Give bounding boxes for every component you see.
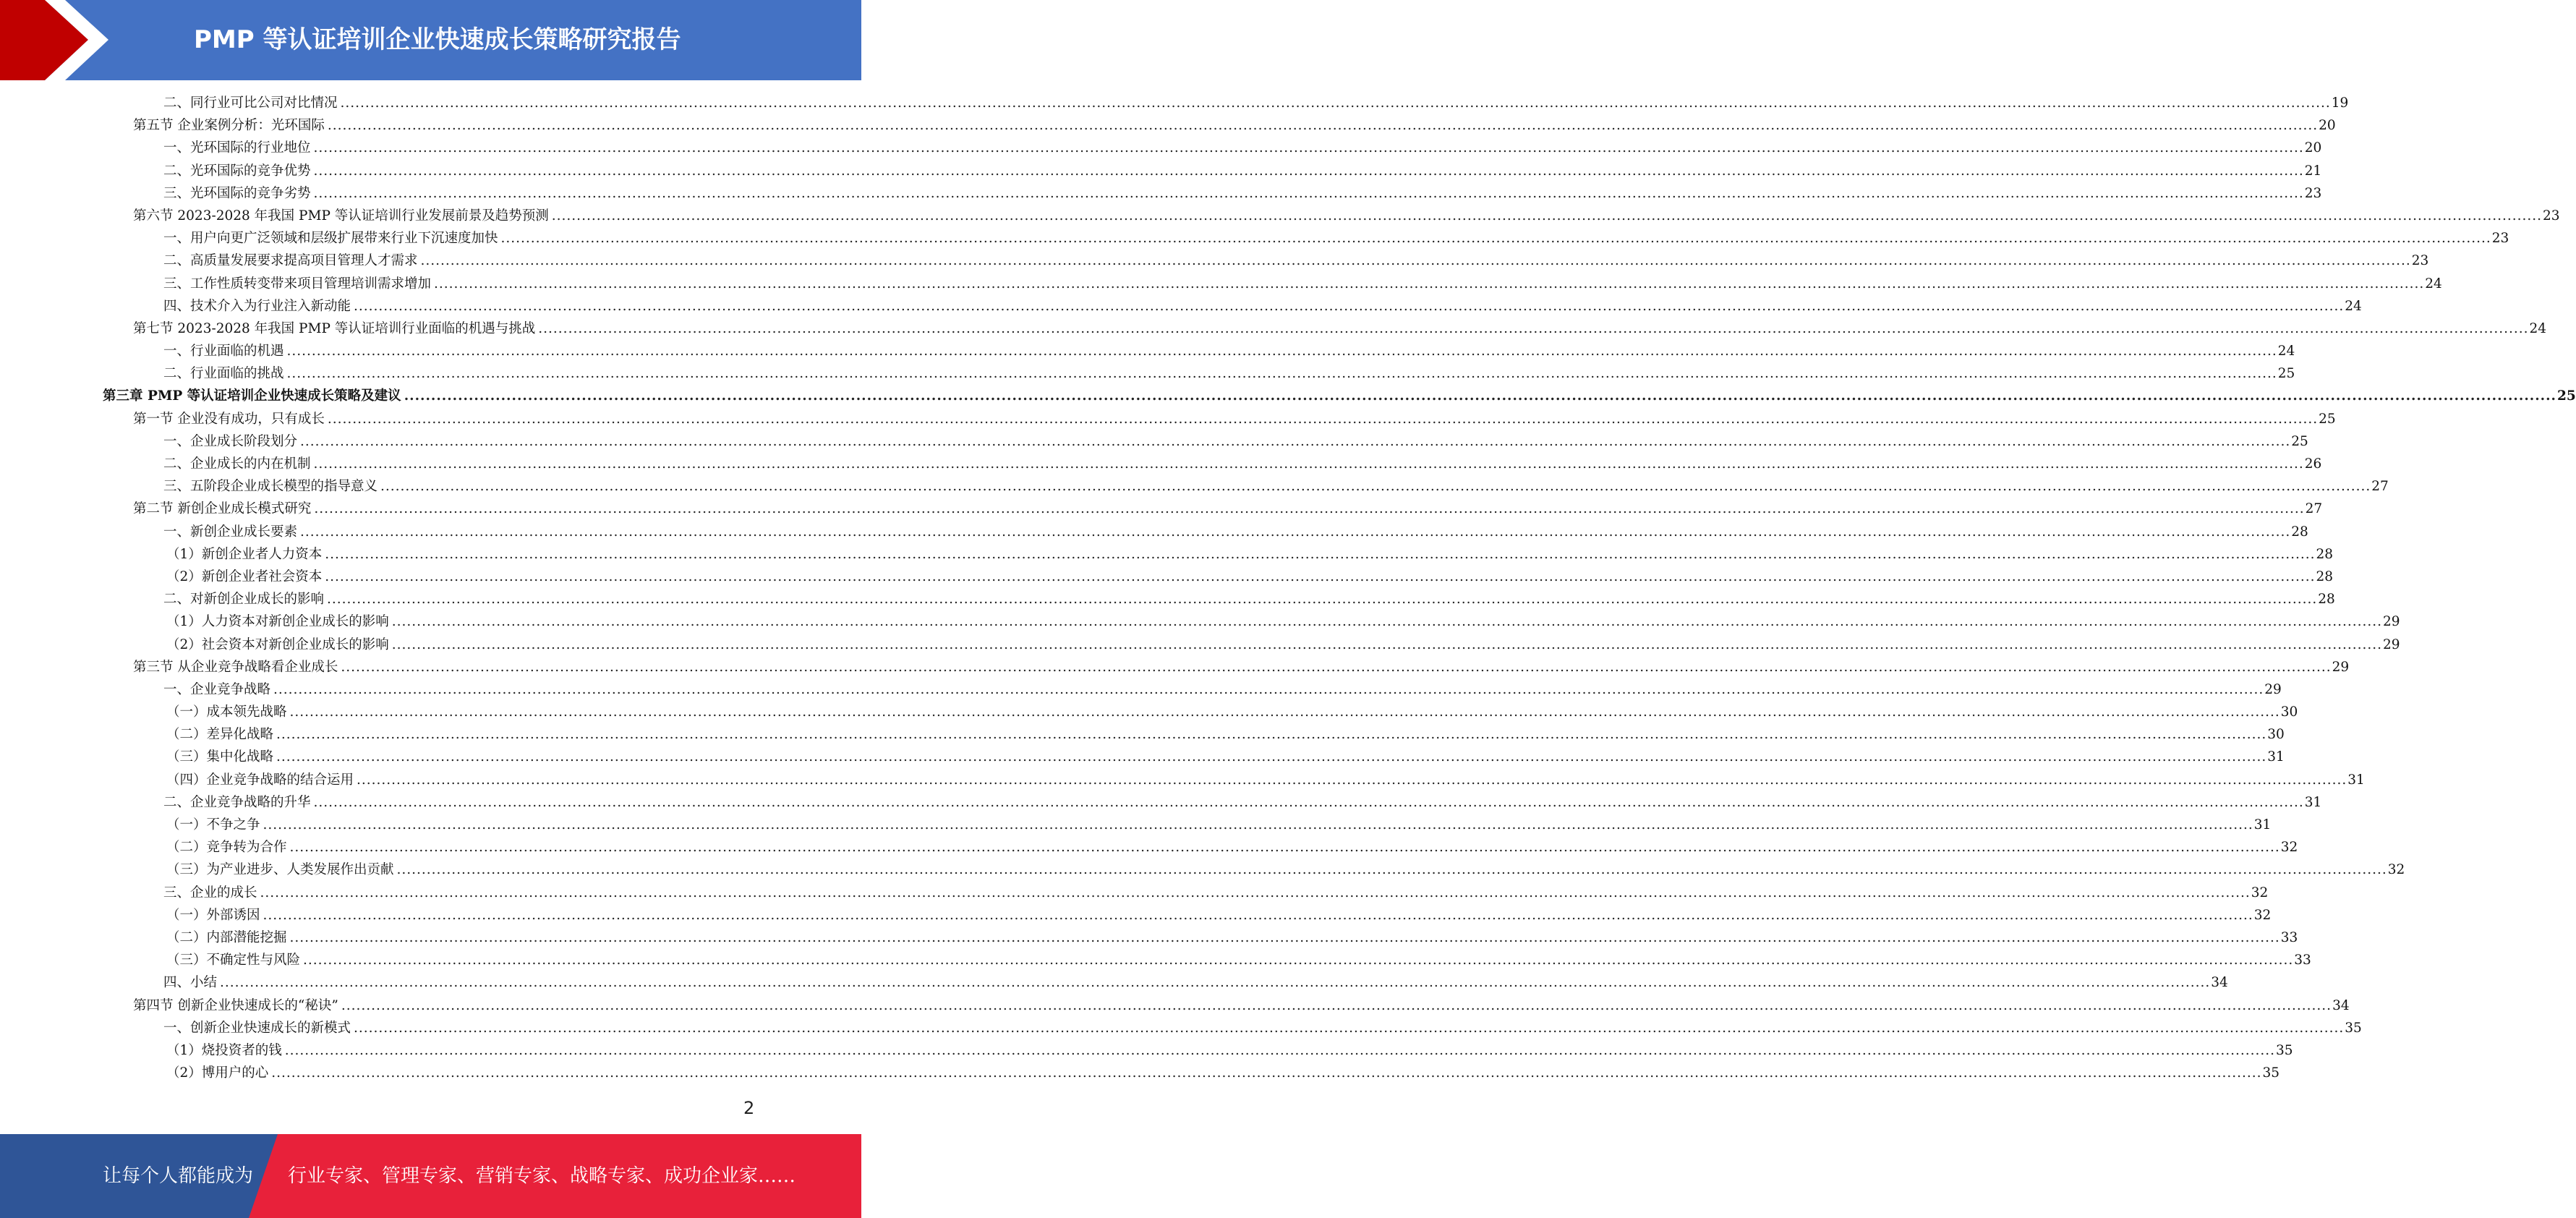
toc-entry[interactable] — [103, 273, 2442, 295]
toc-leader-dots: ................................................................................................................................................................................................................................................................................................................................................................................................................ — [391, 636, 2383, 652]
toc-leader-dots: ................................................................................................................................................................................................................................................................................................................................................................................................................ — [500, 231, 2491, 247]
toc-entry[interactable] — [103, 295, 2362, 318]
toc-entry[interactable] — [103, 1062, 2280, 1084]
toc-entry[interactable] — [103, 678, 2282, 701]
toc-entry-page: 33 — [2294, 953, 2311, 968]
toc-entry-title: 一、企业成长阶段划分 — [163, 433, 298, 449]
toc-entry-title: （一）外部诱因 — [166, 907, 260, 923]
toc-entry-title: 第三节 从企业竞争战略看企业成长 — [133, 659, 338, 675]
toc-leader-dots: ................................................................................................................................................................................................................................................................................................................................................................................................................ — [396, 862, 2387, 878]
toc-leader-dots: ................................................................................................................................................................................................................................................................................................................................................................................................................ — [325, 546, 2316, 562]
toc-entry-title: 三、企业的成长 — [163, 885, 257, 900]
toc-entry[interactable] — [103, 882, 2269, 904]
toc-entry-page: 23 — [2304, 185, 2322, 201]
toc-entry-page: 32 — [2280, 840, 2298, 856]
toc-leader-dots: ................................................................................................................................................................................................................................................................................................................................................................................................................ — [340, 95, 2331, 111]
toc-entry-page: 25 — [2291, 433, 2308, 449]
toc-entry-page: 33 — [2280, 929, 2298, 945]
toc-entry-page: 30 — [2280, 704, 2298, 720]
toc-entry-title: （三）为产业进步、人类发展作出贡献 — [166, 862, 394, 878]
toc-entry-page: 25 — [2319, 411, 2336, 427]
toc-entry-title: 一、光环国际的行业地位 — [163, 140, 311, 156]
toc-entry-title: 一、行业面临的机遇 — [163, 344, 284, 359]
footer-slogan-right: 行业专家、管理专家、营销专家、战略专家、成功企业家…… — [288, 1165, 796, 1187]
toc-entry-page: 31 — [2347, 772, 2365, 788]
toc-entry-page: 23 — [2411, 253, 2429, 269]
toc-entry[interactable] — [103, 430, 2308, 453]
toc-entry-page: 20 — [2304, 140, 2322, 156]
toc-entry-page: 32 — [2251, 885, 2269, 900]
toc-entry[interactable] — [103, 746, 2285, 768]
toc-entry-page: 21 — [2304, 163, 2322, 179]
toc-leader-dots: ................................................................................................................................................................................................................................................................................................................................................................................................................ — [276, 749, 2267, 765]
toc-entry-title: 三、工作性质转变带来项目管理培训需求增加 — [163, 276, 432, 291]
toc-leader-dots: ................................................................................................................................................................................................................................................................................................................................................................................................................ — [286, 366, 2277, 382]
toc-entry-page: 27 — [2305, 501, 2323, 517]
toc-entry[interactable] — [103, 340, 2295, 362]
toc-entry[interactable] — [103, 995, 2350, 1017]
toc-entry-title: （四）企业竞争战略的结合运用 — [166, 772, 354, 788]
toc-entry-title: （一）成本领先战略 — [166, 704, 287, 720]
toc-entry-title: 第二节 新创企业成长模式研究 — [133, 501, 312, 517]
toc-entry-page: 24 — [2345, 298, 2362, 314]
toc-entry-page: 29 — [2383, 614, 2400, 630]
toc-entry-title: 三、光环国际的竞争劣势 — [163, 185, 311, 201]
toc-entry-title: （二）差异化战略 — [166, 727, 274, 743]
toc-entry-page: 28 — [2318, 592, 2335, 608]
toc-entry[interactable] — [103, 137, 2322, 159]
toc-leader-dots: ................................................................................................................................................................................................................................................................................................................................................................................................................ — [260, 885, 2251, 900]
toc-entry-page: 35 — [2262, 1065, 2280, 1081]
toc-entry-page: 34 — [2211, 975, 2228, 991]
toc-entry[interactable] — [103, 160, 2322, 182]
toc-entry-title: 二、行业面临的挑战 — [163, 366, 284, 382]
toc-entry[interactable] — [103, 1039, 2293, 1062]
toc-entry-title: 三、五阶段企业成长模型的指导意义 — [163, 479, 378, 495]
toc-leader-dots: ................................................................................................................................................................................................................................................................................................................................................................................................................ — [327, 118, 2319, 134]
toc-entry-page: 28 — [2291, 524, 2308, 540]
toc-leader-dots: ................................................................................................................................................................................................................................................................................................................................................................................................................ — [263, 907, 2253, 923]
toc-entry-page: 32 — [2387, 862, 2405, 878]
toc-entry-page: 31 — [2304, 794, 2322, 810]
toc-entry[interactable] — [103, 904, 2272, 927]
toc-entry-title: 二、企业竞争战略的升华 — [163, 794, 311, 810]
toc-entry[interactable] — [103, 362, 2295, 385]
toc-entry-page: 35 — [2276, 1042, 2293, 1058]
toc-leader-dots: ................................................................................................................................................................................................................................................................................................................................................................................................................ — [300, 433, 2291, 449]
toc-leader-dots: ................................................................................................................................................................................................................................................................................................................................................................................................................ — [551, 208, 2543, 223]
toc-entry-title: 二、光环国际的竞争优势 — [163, 163, 311, 179]
toc-entry-page: 30 — [2267, 727, 2285, 743]
toc-leader-dots: ................................................................................................................................................................................................................................................................................................................................................................................................................ — [538, 320, 2529, 336]
toc-leader-dots: ................................................................................................................................................................................................................................................................................................................................................................................................................ — [313, 185, 2304, 201]
page-header — [0, 0, 861, 80]
toc-leader-dots: ................................................................................................................................................................................................................................................................................................................................................................................................................ — [289, 929, 2280, 945]
toc-entry-title: 第七节 2023-2028 年我国 PMP 等认证培训行业面临的机遇与挑战 — [133, 320, 536, 336]
toc-leader-dots: ................................................................................................................................................................................................................................................................................................................................................................................................................ — [220, 975, 2211, 991]
toc-entry[interactable] — [103, 1017, 2362, 1039]
toc-entry-page: 20 — [2319, 118, 2336, 134]
header-arrow-decoration — [0, 0, 116, 80]
toc-leader-dots: ................................................................................................................................................................................................................................................................................................................................................................................................................ — [341, 997, 2332, 1013]
toc-entry-page: 26 — [2304, 456, 2322, 472]
toc-leader-dots: ................................................................................................................................................................................................................................................................................................................................................................................................................ — [404, 388, 2556, 404]
toc-leader-dots: ................................................................................................................................................................................................................................................................................................................................................................................................................ — [271, 1065, 2262, 1081]
toc-entry[interactable] — [103, 588, 2335, 610]
toc-entry-title: 二、对新创企业成长的影响 — [163, 592, 325, 608]
toc-entry[interactable] — [103, 634, 2400, 656]
toc-entry-title: 二、同行业可比公司对比情况 — [163, 95, 338, 111]
toc-leader-dots: ................................................................................................................................................................................................................................................................................................................................................................................................................ — [341, 659, 2332, 675]
toc-entry-page: 34 — [2332, 997, 2350, 1013]
toc-entry[interactable] — [103, 814, 2272, 836]
toc-entry-page: 35 — [2345, 1020, 2362, 1036]
toc-entry-title: 第四节 创新企业快速成长的“秘诀” — [133, 997, 338, 1013]
toc-entry[interactable] — [103, 250, 2429, 272]
toc-entry[interactable] — [103, 723, 2285, 746]
toc-entry[interactable] — [103, 182, 2322, 205]
toc-entry-title: 第五节 企业案例分析：光环国际 — [133, 118, 325, 134]
toc-leader-dots: ................................................................................................................................................................................................................................................................................................................................................................................................................ — [354, 1020, 2345, 1036]
toc-leader-dots: ................................................................................................................................................................................................................................................................................................................................................................................................................ — [327, 592, 2318, 608]
toc-entry[interactable] — [103, 408, 2336, 430]
toc-entry[interactable] — [103, 475, 2389, 498]
toc-entry[interactable] — [103, 318, 2547, 340]
toc-leader-dots: ................................................................................................................................................................................................................................................................................................................................................................................................................ — [284, 1042, 2276, 1058]
toc-entry-page: 24 — [2529, 320, 2547, 336]
toc-entry-title: （1）人力资本对新创企业成长的影响 — [166, 614, 389, 630]
toc-leader-dots: ................................................................................................................................................................................................................................................................................................................................................................................................................ — [420, 253, 2411, 269]
toc-entry[interactable] — [103, 836, 2298, 859]
toc-entry[interactable] — [103, 453, 2322, 475]
toc-leader-dots: ................................................................................................................................................................................................................................................................................................................................................................................................................ — [313, 140, 2304, 156]
toc-entry-title: （三）集中化战略 — [166, 749, 274, 765]
page-number: 2 — [743, 1098, 755, 1118]
toc-leader-dots: ................................................................................................................................................................................................................................................................................................................................................................................................................ — [276, 727, 2267, 743]
toc-entry-page: 25 — [2556, 388, 2576, 404]
toc-leader-dots: ................................................................................................................................................................................................................................................................................................................................................................................................................ — [303, 953, 2294, 968]
toc-entry-page: 24 — [2277, 344, 2295, 359]
toc-entry-page: 23 — [2491, 231, 2509, 247]
toc-leader-dots: ................................................................................................................................................................................................................................................................................................................................................................................................................ — [357, 772, 2347, 788]
toc-entry-title: 二、高质量发展要求提高项目管理人才需求 — [163, 253, 418, 269]
toc-entry[interactable] — [103, 92, 2349, 114]
toc-entry[interactable] — [103, 543, 2334, 566]
toc-entry[interactable] — [103, 521, 2308, 543]
toc-entry[interactable] — [103, 566, 2334, 588]
toc-entry[interactable] — [103, 971, 2228, 994]
report-title: PMP 等认证培训企业快速成长策略研究报告 — [194, 25, 681, 54]
toc-entry-page: 29 — [2332, 659, 2350, 675]
toc-entry[interactable] — [103, 498, 2323, 520]
toc-entry[interactable] — [103, 791, 2322, 814]
toc-entry-title: 四、技术介入为行业注入新动能 — [163, 298, 351, 314]
toc-entry-title: （三）不确定性与风险 — [166, 953, 301, 968]
toc-entry-page: 28 — [2316, 546, 2334, 562]
toc-entry[interactable] — [103, 769, 2365, 791]
toc-entry[interactable] — [103, 114, 2336, 137]
toc-leader-dots: ................................................................................................................................................................................................................................................................................................................................................................................................................ — [380, 479, 2371, 495]
toc-leader-dots: ................................................................................................................................................................................................................................................................................................................................................................................................................ — [289, 704, 2280, 720]
toc-entry-title: （2）博用户的心 — [166, 1065, 269, 1081]
toc-entry-page: 25 — [2277, 366, 2295, 382]
toc-entry-title: 一、创新企业快速成长的新模式 — [163, 1020, 351, 1036]
toc-leader-dots: ................................................................................................................................................................................................................................................................................................................................................................................................................ — [314, 501, 2305, 517]
toc-entry-page: 31 — [2253, 817, 2272, 832]
table-of-contents — [103, 92, 2576, 1084]
toc-entry-page: 24 — [2425, 276, 2442, 291]
toc-leader-dots: ................................................................................................................................................................................................................................................................................................................................................................................................................ — [434, 276, 2425, 291]
toc-entry-page: 28 — [2316, 568, 2334, 584]
toc-entry-title: （2）新创企业者社会资本 — [166, 568, 323, 584]
toc-entry[interactable] — [103, 227, 2509, 250]
toc-leader-dots: ................................................................................................................................................................................................................................................................................................................................................................................................................ — [300, 524, 2291, 540]
toc-entry-page: 32 — [2253, 907, 2272, 923]
toc-entry[interactable] — [103, 205, 2560, 227]
toc-leader-dots: ................................................................................................................................................................................................................................................................................................................................................................................................................ — [263, 817, 2253, 832]
toc-entry-title: 一、新创企业成长要素 — [163, 524, 298, 540]
toc-entry[interactable] — [103, 927, 2298, 949]
toc-leader-dots: ................................................................................................................................................................................................................................................................................................................................................................................................................ — [313, 794, 2304, 810]
footer-slogan-left: 让每个人都能成为 — [103, 1165, 254, 1187]
toc-entry[interactable] — [103, 949, 2311, 971]
toc-entry[interactable] — [103, 610, 2400, 633]
toc-leader-dots: ................................................................................................................................................................................................................................................................................................................................................................................................................ — [289, 840, 2280, 856]
toc-entry-title: 第三章 PMP 等认证培训企业快速成长策略及建议 — [103, 388, 401, 404]
toc-leader-dots: ................................................................................................................................................................................................................................................................................................................................................................................................................ — [325, 568, 2316, 584]
toc-leader-dots: ................................................................................................................................................................................................................................................................................................................................................................................................................ — [273, 681, 2264, 697]
toc-entry-title: （一）不争之争 — [166, 817, 260, 832]
toc-entry[interactable] — [103, 385, 2576, 407]
toc-entry-title: 一、用户向更广泛领域和层级扩展带来行业下沉速度加快 — [163, 231, 498, 247]
toc-entry-title: （1）烧投资者的钱 — [166, 1042, 282, 1058]
toc-leader-dots: ................................................................................................................................................................................................................................................................................................................................................................................................................ — [313, 456, 2304, 472]
toc-entry-title: 第一节 企业没有成功，只有成长 — [133, 411, 325, 427]
toc-entry-page: 19 — [2331, 95, 2349, 111]
toc-leader-dots: ................................................................................................................................................................................................................................................................................................................................................................................................................ — [354, 298, 2345, 314]
toc-entry-title: 四、小结 — [163, 975, 218, 991]
toc-entry[interactable] — [103, 656, 2350, 678]
toc-entry-title: 二、企业成长的内在机制 — [163, 456, 311, 472]
toc-entry-title: 一、企业竞争战略 — [163, 681, 271, 697]
toc-entry-page: 29 — [2383, 636, 2400, 652]
toc-entry-title: （1）新创企业者人力资本 — [166, 546, 323, 562]
toc-entry-title: （二）内部潜能挖掘 — [166, 929, 287, 945]
toc-entry-title: （二）竞争转为合作 — [166, 840, 287, 856]
toc-entry-title: 第六节 2023-2028 年我国 PMP 等认证培训行业发展前景及趋势预测 — [133, 208, 549, 223]
toc-entry-page: 23 — [2543, 208, 2560, 223]
toc-entry[interactable] — [103, 859, 2405, 881]
toc-leader-dots: ................................................................................................................................................................................................................................................................................................................................................................................................................ — [313, 163, 2304, 179]
toc-leader-dots: ................................................................................................................................................................................................................................................................................................................................................................................................................ — [286, 344, 2277, 359]
toc-entry-page: 27 — [2371, 479, 2389, 495]
page-footer — [0, 1134, 861, 1218]
toc-leader-dots: ................................................................................................................................................................................................................................................................................................................................................................................................................ — [327, 411, 2319, 427]
toc-entry[interactable] — [103, 701, 2298, 723]
toc-entry-page: 29 — [2264, 681, 2282, 697]
toc-entry-title: （2）社会资本对新创企业成长的影响 — [166, 636, 389, 652]
toc-entry-page: 31 — [2267, 749, 2285, 765]
toc-leader-dots: ................................................................................................................................................................................................................................................................................................................................................................................................................ — [391, 614, 2383, 630]
